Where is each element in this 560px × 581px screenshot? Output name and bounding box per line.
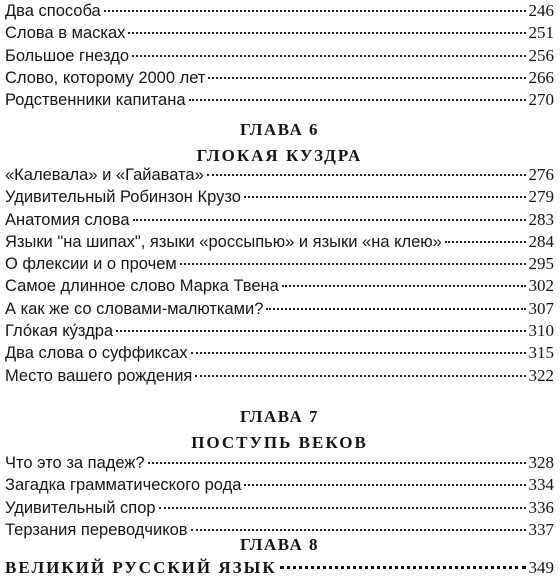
toc-entry-title: Гло́кая ку́здра [5,322,114,341]
toc-entry[interactable] [5,365,554,387]
toc-entry-title: Анатомия слова [5,210,130,229]
toc-entry-page: 284 [528,231,554,251]
toc-entry-page: 276 [528,165,554,184]
chapter-6-entries [5,164,554,387]
toc-entry-title: Два способа [5,2,101,20]
dot-leader [266,308,525,310]
toc-entry[interactable] [5,474,554,496]
toc-entry-title: Родственники капитана [5,91,186,110]
toc-entry-title: Удивительный Робинзон Крузо [5,188,241,207]
toc-entry[interactable] [5,342,554,364]
toc-entry[interactable] [5,89,554,111]
toc-entry-title: Загадка грамматического рода [5,476,242,495]
toc-entry-page: 302 [528,276,554,296]
toc-entry-page: 334 [528,475,554,495]
toc-entry[interactable] [5,209,554,231]
toc-entry-title: Большое гнездо [5,46,129,65]
toc-entry-title: Терзания переводчиков [5,520,188,539]
toc-entry-page: 336 [528,497,554,517]
dot-leader [189,99,526,101]
toc-entry-page: 279 [528,187,554,207]
dot-leader [191,529,526,531]
dot-leader [180,263,526,265]
toc-entry-title: Самое длинное слово Марка Твена [5,277,279,296]
toc-entry[interactable] [5,320,554,342]
toc-entry-page: 256 [528,45,554,65]
chapter-6-heading [5,117,554,169]
dot-leader [116,330,525,332]
toc-entry-title: Удивительный спор [5,498,156,517]
toc-section-previous [5,0,554,111]
toc-entry-page: 295 [528,254,554,274]
toc-entry-page: 328 [528,453,554,472]
toc-entry[interactable] [5,497,554,519]
toc-entry-page: 283 [528,209,554,229]
chapter-8-heading [5,532,554,558]
toc-entry[interactable] [5,298,554,320]
chapter-7-entries [5,452,554,541]
chapter-7-heading [5,404,554,456]
toc-entry-title: А как же со словами-малютками? [5,299,264,318]
toc-entry[interactable] [5,45,554,67]
dot-leader [280,566,526,569]
toc-entry-page: 337 [528,519,554,539]
dot-leader [104,10,526,12]
toc-entry[interactable] [5,0,554,22]
toc-entry-title: Что это за падеж? [5,454,145,472]
toc-entry-title: Слово, которому 2000 лет [5,68,206,87]
toc-entry-page: 246 [528,1,554,20]
toc-entry-title: ВЕЛИКИЙ РУССКИЙ ЯЗЫК [5,558,277,577]
dot-leader [191,352,526,354]
dot-leader [282,285,526,287]
toc-entry-page: 266 [528,67,554,87]
toc-entry[interactable] [5,557,554,579]
toc-entry-title: Место вашего рождения [5,366,193,385]
toc-entry-title: Два слова о суффиксах [5,344,188,363]
chapter-8-entries [5,557,554,579]
toc-entry[interactable] [5,164,554,186]
dot-leader [207,174,526,176]
chapter-number: ГЛАВА 6 [240,120,319,139]
dot-leader [195,375,525,377]
dot-leader [148,462,526,464]
dot-leader [128,32,525,34]
toc-entry[interactable] [5,452,554,474]
chapter-title: ПОСТУПЬ ВЕКОВ [191,433,368,452]
chapter-title: ГЛОКАЯ КУЗДРА [196,146,363,165]
toc-entry-page: 315 [528,343,554,363]
dot-leader [208,77,525,79]
chapter-number: ГЛАВА 7 [240,407,319,426]
toc-entry-page: 349 [528,558,554,577]
toc-entry[interactable] [5,231,554,253]
chapter-number: ГЛАВА 8 [240,535,319,554]
toc-entry[interactable] [5,67,554,89]
toc-entry-title: Языки "на шипах", языки «россыпью» и языки «на клею» [5,232,442,251]
toc-entry-page: 270 [528,90,554,110]
toc-entry-page: 251 [528,23,554,43]
toc-entry[interactable] [5,186,554,208]
toc-entry-page: 322 [528,365,554,385]
dot-leader [133,219,526,221]
toc-entry-title: «Калевала» и «Гайавата» [5,166,204,184]
dot-leader [132,55,526,57]
toc-entry-page: 310 [528,321,554,341]
toc-entry-title: О флексии и о прочем [5,255,177,274]
toc-entry[interactable] [5,253,554,275]
toc-entry-page: 307 [528,298,554,318]
toc-entry-title: Слова в масках [5,24,126,43]
dot-leader [445,241,526,243]
toc-entry[interactable] [5,275,554,297]
toc-entry[interactable] [5,22,554,44]
dot-leader [244,484,525,486]
dot-leader [159,507,526,509]
dot-leader [244,196,526,198]
